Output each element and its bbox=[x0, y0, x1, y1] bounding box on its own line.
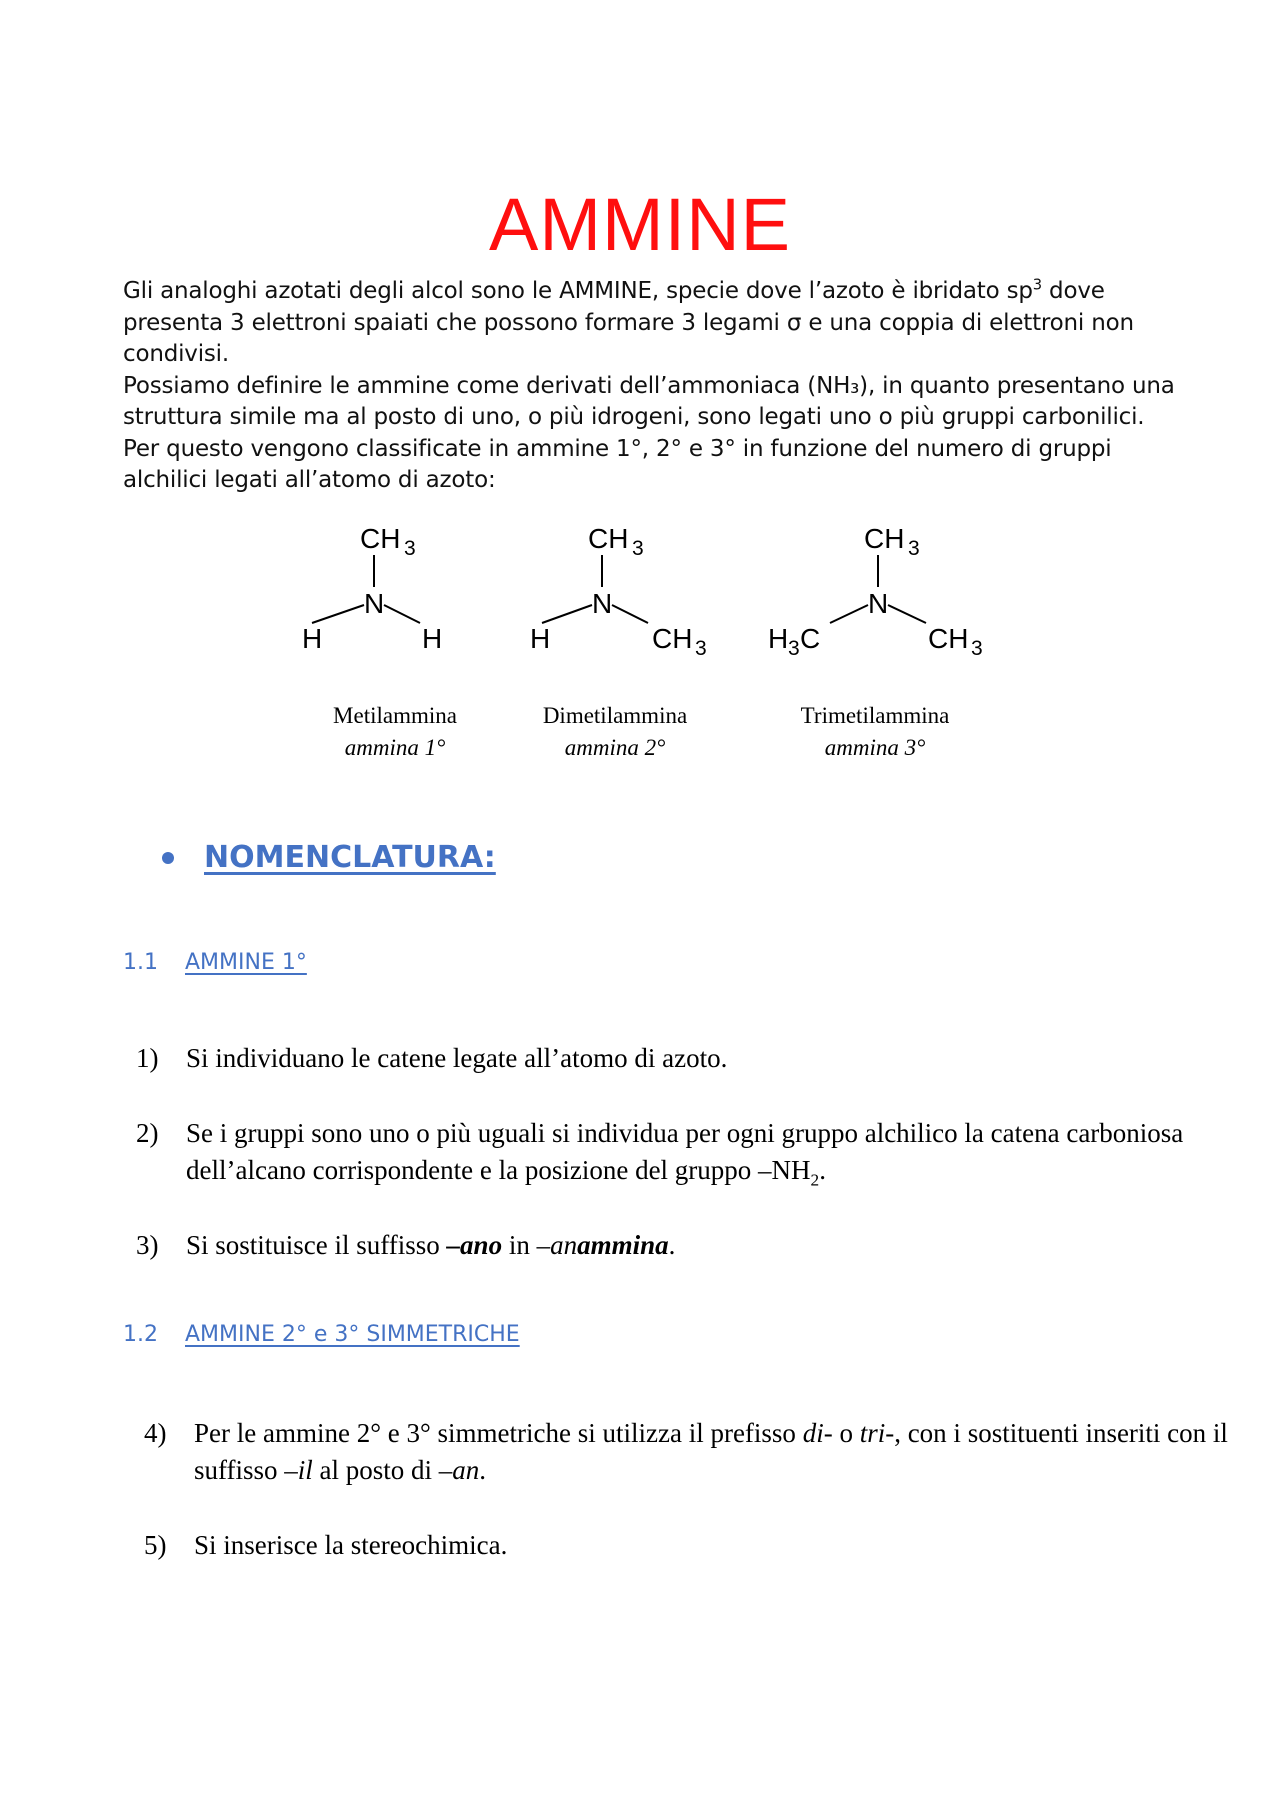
atom-label: C bbox=[800, 623, 821, 654]
atom-label: N bbox=[592, 588, 613, 619]
atom-label: H bbox=[530, 623, 551, 654]
step-5: 5) Si inserisce la stereochimica. bbox=[144, 1530, 508, 1560]
subheading-text: AMMINE 2° e 3° SIMMETRICHE bbox=[185, 1322, 520, 1347]
caption-trimetilammina bbox=[760, 700, 990, 764]
steps-ammine-1 bbox=[136, 1040, 1236, 1302]
atom-label: 3 bbox=[971, 637, 983, 655]
section-heading-text: NOMENCLATURA: bbox=[204, 840, 496, 875]
atom-label: H bbox=[768, 623, 789, 654]
structure-name: Metilammina bbox=[333, 703, 457, 728]
intro-paragraph-1: Gli analoghi azotati degli alcol sono le AMMINE, specie dove l’azoto è ibridato $sp^3$ dove presenta 3 elettroni spaiati che possono formare 3 legami σ e una coppia di elettroni non condivisi. bbox=[123, 276, 1134, 367]
structure-kind: ammina 1° bbox=[344, 735, 446, 760]
step-4: 4) Per le ammine 2° e 3° simmetriche si utilizza il prefisso di- o tri-, con i sostituenti inseriti con il suffisso –il al posto di –an. bbox=[144, 1418, 1228, 1485]
step-2: 2) Se i gruppi sono uno o più uguali si individua per ogni gruppo alchilico la catena carboniosa dell’alcano corrispondente e la posizione del gruppo $-NH_2$. bbox=[136, 1118, 1184, 1190]
step-1: 1) Si individuano le catene legate all’atomo di azoto. bbox=[136, 1043, 728, 1073]
bullet-icon bbox=[162, 852, 174, 864]
page-title: AMMINE bbox=[489, 183, 791, 266]
caption-metilammina bbox=[280, 700, 510, 764]
structure-drawings bbox=[280, 515, 1020, 655]
subheading-ammine-2-3 bbox=[123, 1322, 520, 1347]
intro-text bbox=[123, 276, 1183, 497]
caption-dimetilammina bbox=[500, 700, 730, 764]
atom-label: CH bbox=[360, 523, 401, 554]
atom-label: CH bbox=[588, 523, 629, 554]
steps-ammine-2-3 bbox=[144, 1415, 1244, 1602]
atom-label: CH bbox=[864, 523, 905, 554]
atom-label: 3 bbox=[632, 537, 644, 560]
section-heading-nomenclatura bbox=[162, 840, 496, 875]
atom-label: 3 bbox=[404, 537, 416, 560]
atom-label: H bbox=[302, 623, 323, 654]
structure-kind: ammina 2° bbox=[564, 735, 666, 760]
atom-label: N bbox=[364, 588, 385, 619]
step-3: 3) Si sostituisce il suffisso –ano in –anammina. bbox=[136, 1230, 676, 1260]
intro-paragraph-2: Possiamo definire le ammine come derivati dell’ammoniaca (NH₃), in quanto presentano una struttura simile ma al posto di uno, o più idrogeni, sono legati uno o più gruppi carbonilici. bbox=[123, 372, 1175, 430]
intro-paragraph-3: Per questo vengono classificate in ammine 1°, 2° e 3° in funzione del numero di gruppi alchilici legati all’atomo di azoto: bbox=[123, 435, 1112, 493]
atom-label: 3 bbox=[788, 637, 800, 655]
structure-kind: ammina 3° bbox=[824, 735, 926, 760]
atom-label: H bbox=[422, 623, 443, 654]
subheading-text: AMMINE 1° bbox=[185, 950, 307, 975]
atom-label: 3 bbox=[695, 637, 707, 655]
amine-structures bbox=[280, 515, 1020, 775]
atom-label: N bbox=[868, 588, 889, 619]
subheading-number: 1.2 bbox=[123, 1322, 158, 1347]
atom-label: CH bbox=[652, 623, 693, 654]
atom-label: CH bbox=[928, 623, 969, 654]
subheading-number: 1.1 bbox=[123, 950, 158, 975]
subheading-ammine-1 bbox=[123, 950, 307, 975]
structure-name: Dimetilammina bbox=[542, 703, 688, 728]
structure-name: Trimetilammina bbox=[800, 703, 950, 728]
atom-label: 3 bbox=[908, 537, 920, 560]
